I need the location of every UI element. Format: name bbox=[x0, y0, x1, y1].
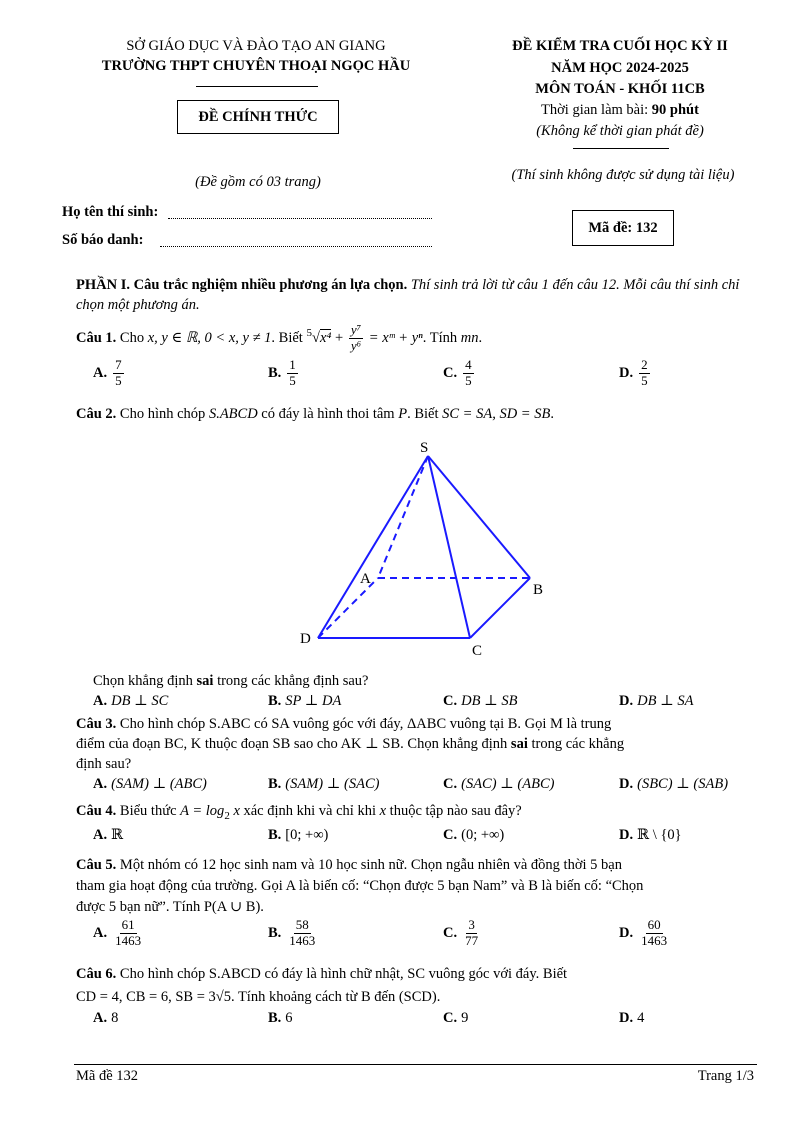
q1-radicand: x⁴ bbox=[319, 329, 332, 346]
q1-option-d-num: 2 bbox=[641, 357, 648, 372]
label-b: B bbox=[533, 582, 544, 598]
q4-expr-sub: 2 bbox=[224, 809, 230, 822]
q1-option-b-label: B. bbox=[268, 364, 282, 381]
label-s: S bbox=[420, 440, 429, 456]
q1-option-d-label: D. bbox=[619, 364, 634, 381]
q6-text-1: Cho hình chóp S.ABCD có đáy là hình chữ nhật, SC vuông góc với đáy. Biết bbox=[116, 966, 568, 982]
q4-text-3: thuộc tập nào sau đây? bbox=[386, 803, 522, 819]
school-name: TRƯỜNG THPT CHUYÊN THOẠI NGỌC HẦU bbox=[101, 58, 411, 74]
q5-option-d[interactable] bbox=[619, 918, 671, 949]
q6-label: Câu 6. bbox=[76, 966, 117, 982]
q5-option-c[interactable] bbox=[443, 918, 482, 949]
student-id-field[interactable] bbox=[160, 246, 432, 247]
footer-rule bbox=[74, 1064, 757, 1065]
time-note: (Không kể thời gian phát đề) bbox=[536, 123, 704, 139]
q1-option-d[interactable] bbox=[619, 358, 652, 389]
q6-line-2: CD = 4, CB = 6, SB = 3√5. Tính khoảng cách từ B đến (SCD). bbox=[76, 989, 441, 1005]
q5-line-3: được 5 bạn nữ”. Tính P(A ∪ B). bbox=[76, 899, 264, 915]
q4-option-b-text: [0; +∞) bbox=[285, 827, 329, 843]
q1-label: Câu 1. bbox=[76, 329, 117, 346]
exam-code-box: Mã đề: 132 bbox=[572, 210, 674, 246]
q6-line-1 bbox=[76, 963, 756, 986]
q1-text-1: Cho bbox=[116, 329, 148, 346]
q3-option-a[interactable] bbox=[93, 776, 207, 793]
q3-option-b-text: (SAM) ⊥ (SAC) bbox=[285, 776, 380, 792]
student-name-label: Họ tên thí sinh: bbox=[62, 204, 159, 220]
q4-option-d[interactable] bbox=[619, 827, 682, 844]
subject-grade: MÔN TOÁN - KHỐI 11CB bbox=[535, 81, 705, 97]
q5-option-b-den: 1463 bbox=[289, 932, 316, 948]
footer-page-number: Trang 1/3 bbox=[697, 1068, 754, 1084]
pages-note: (Đề gồm có 03 trang) bbox=[195, 174, 321, 190]
q3-option-c[interactable] bbox=[443, 776, 554, 793]
q4-option-a-label: A. bbox=[93, 827, 108, 843]
q1-option-a-label: A. bbox=[93, 364, 108, 381]
materials-note: (Thí sinh không được sử dụng tài liệu) bbox=[511, 167, 735, 183]
q1-option-a-den: 5 bbox=[115, 372, 122, 388]
q1-option-c-label: C. bbox=[443, 364, 458, 381]
q5-option-a-label: A. bbox=[93, 924, 108, 941]
q3-text-2c: trong các khẳng bbox=[527, 736, 625, 752]
q6-option-d-label: D. bbox=[619, 1010, 634, 1026]
q2-option-a-text: DB ⊥ SC bbox=[111, 693, 169, 709]
q3-line-3: định sau? bbox=[76, 756, 132, 772]
label-a: A bbox=[360, 571, 371, 587]
q5-option-b-num: 58 bbox=[295, 917, 309, 932]
q1-frac-den: y⁶ bbox=[350, 338, 362, 353]
q1-option-c-frac bbox=[463, 358, 474, 389]
q1-target: mn bbox=[460, 329, 479, 346]
edge-sa-hidden bbox=[378, 456, 428, 578]
q3-option-a-text: (SAM) ⊥ (ABC) bbox=[111, 776, 207, 792]
q1-option-a-num: 7 bbox=[115, 357, 122, 372]
q6-option-b[interactable] bbox=[268, 1010, 293, 1027]
q5-option-a-frac bbox=[113, 918, 143, 949]
q1-option-d-frac bbox=[639, 358, 650, 389]
q3-option-d-label: D. bbox=[619, 776, 634, 792]
q4-expr-pre: A = log bbox=[180, 803, 225, 819]
time-line bbox=[470, 102, 770, 119]
q4-option-c-label: C. bbox=[443, 827, 458, 843]
q2-condition: SC = SA, SD = SB bbox=[442, 406, 551, 422]
q4-option-a-text: ℝ bbox=[111, 827, 124, 843]
q2-option-c[interactable] bbox=[443, 693, 517, 710]
edge-sc bbox=[428, 456, 470, 638]
q4-option-b[interactable] bbox=[268, 827, 328, 844]
q2-option-a[interactable] bbox=[93, 693, 168, 710]
department-name: SỞ GIÁO DỤC VÀ ĐÀO TẠO AN GIANG bbox=[126, 38, 386, 54]
time-label: Thời gian làm bài: bbox=[541, 102, 652, 118]
q1-frac-num: y⁷ bbox=[350, 322, 362, 338]
part1-title: PHẦN I. Câu trắc nghiệm nhiều phương án lựa chọn. bbox=[76, 277, 408, 293]
q5-line-2: tham gia hoạt động của trường. Gọi A là biến cố: “Chọn được 5 bạn Nam” và B là biến cố: “Chọn bbox=[76, 878, 644, 894]
edge-cb bbox=[470, 578, 530, 638]
q2-prompt-bold: sai bbox=[196, 673, 214, 689]
q1-equation: = xᵐ + yⁿ bbox=[365, 329, 423, 346]
student-name-field[interactable] bbox=[168, 218, 432, 219]
q6-option-c-label: C. bbox=[443, 1010, 458, 1026]
q3-text-2b: sai bbox=[510, 736, 528, 752]
q2-center: P bbox=[398, 406, 408, 422]
q5-option-d-num: 60 bbox=[647, 917, 661, 932]
q2-option-b[interactable] bbox=[268, 693, 341, 710]
q1-option-b[interactable] bbox=[268, 358, 300, 389]
q2-option-a-label: A. bbox=[93, 693, 108, 709]
q1-option-c-den: 5 bbox=[465, 372, 472, 388]
q3-option-c-label: C. bbox=[443, 776, 458, 792]
q3-option-d[interactable] bbox=[619, 776, 728, 793]
q2-text-2: có đáy là hình thoi tâm bbox=[257, 406, 399, 422]
q1-fraction bbox=[349, 323, 363, 354]
q2-text-4: . bbox=[550, 406, 554, 422]
q5-label: Câu 5. bbox=[76, 857, 117, 873]
q3-option-b[interactable] bbox=[268, 776, 379, 793]
question-5 bbox=[76, 855, 756, 918]
q4-option-d-label: D. bbox=[619, 827, 634, 843]
q2-option-d[interactable] bbox=[619, 693, 693, 710]
radical-sign-icon: √ bbox=[311, 329, 320, 346]
exam-title: ĐỀ KIỂM TRA CUỐI HỌC KỲ II bbox=[512, 38, 728, 54]
q3-line-2 bbox=[76, 734, 756, 754]
header-right-rule bbox=[573, 148, 669, 149]
question-2 bbox=[76, 404, 756, 424]
q3-line-1 bbox=[76, 714, 756, 734]
q6-option-a-label: A. bbox=[93, 1010, 108, 1026]
q5-option-d-den: 1463 bbox=[641, 932, 668, 948]
q1-option-a[interactable] bbox=[93, 358, 126, 389]
q5-option-d-label: D. bbox=[619, 924, 634, 941]
q6-option-d-text: 4 bbox=[637, 1010, 645, 1026]
q1-text-3: . Tính bbox=[422, 329, 461, 346]
part1-instruction: Thí sinh trả lời từ câu 1 đến câu 12. Mỗi câu thí sinh chỉ chọn một phương án. bbox=[76, 277, 740, 313]
q5-option-c-den: 77 bbox=[465, 932, 479, 948]
q2-prompt-pre: Chọn khẳng định bbox=[93, 673, 197, 689]
q5-option-d-frac bbox=[639, 918, 669, 949]
q1-root-index: 5 bbox=[306, 327, 312, 339]
q3-text-2a: điểm của đoạn BC, K thuộc đoạn SB sao cho AK ⊥ SB. Chọn khẳng định bbox=[76, 736, 511, 752]
q1-root bbox=[306, 327, 332, 346]
part1-heading bbox=[76, 275, 756, 315]
question-6 bbox=[76, 963, 756, 1009]
q2-option-d-label: D. bbox=[619, 693, 634, 709]
q3-label: Câu 3. bbox=[76, 716, 117, 732]
q2-prompt bbox=[93, 673, 368, 690]
q6-option-c-text: 9 bbox=[461, 1010, 469, 1026]
q1-option-b-num: 1 bbox=[289, 357, 296, 372]
student-id-label: Số báo danh: bbox=[62, 232, 144, 248]
q2-pyramid: S.ABCD bbox=[208, 406, 258, 422]
q3-option-a-label: A. bbox=[93, 776, 108, 792]
edge-sd bbox=[318, 456, 428, 638]
q5-option-b-frac bbox=[287, 918, 317, 949]
q1-option-c-num: 4 bbox=[465, 357, 472, 372]
q3-option-d-text: (SBC) ⊥ (SAB) bbox=[637, 776, 729, 792]
question-4 bbox=[76, 801, 756, 826]
q5-option-c-label: C. bbox=[443, 924, 458, 941]
q2-prompt-post: trong các khẳng định sau? bbox=[213, 673, 369, 689]
q1-option-b-frac bbox=[287, 358, 298, 389]
official-box: ĐỀ CHÍNH THỨC bbox=[177, 100, 339, 134]
q4-text-1: Biểu thức bbox=[116, 803, 181, 819]
q6-option-b-label: B. bbox=[268, 1010, 282, 1026]
footer-exam-code: Mã đề 132 bbox=[76, 1068, 139, 1084]
q4-expr-post: x bbox=[229, 803, 240, 819]
label-d: D bbox=[300, 631, 311, 647]
q2-text-1: Cho hình chóp bbox=[116, 406, 209, 422]
q1-option-d-den: 5 bbox=[641, 372, 648, 388]
q4-option-b-label: B. bbox=[268, 827, 282, 843]
question-1 bbox=[76, 318, 756, 354]
q2-option-c-label: C. bbox=[443, 693, 458, 709]
q6-option-a[interactable] bbox=[93, 1010, 118, 1027]
edge-sb bbox=[428, 456, 530, 578]
label-c: C bbox=[472, 643, 483, 659]
q5-line-1 bbox=[76, 855, 756, 876]
q1-condition: x, y ∈ ℝ, 0 < x, y ≠ 1 bbox=[147, 329, 272, 346]
school-year: NĂM HỌC 2024-2025 bbox=[551, 60, 689, 76]
q4-label: Câu 4. bbox=[76, 803, 117, 819]
q6-option-b-text: 6 bbox=[285, 1010, 293, 1026]
q1-text-4: . bbox=[478, 329, 483, 346]
q4-option-d-text: ℝ \ {0} bbox=[637, 827, 682, 843]
q3-option-c-text: (SAC) ⊥ (ABC) bbox=[461, 776, 555, 792]
q1-plus: + bbox=[331, 329, 347, 346]
q2-option-b-label: B. bbox=[268, 693, 282, 709]
q4-option-a[interactable] bbox=[93, 827, 123, 844]
q1-option-a-frac bbox=[113, 358, 124, 389]
header-left-rule bbox=[196, 86, 318, 87]
q2-option-c-text: DB ⊥ SB bbox=[461, 693, 518, 709]
question-3 bbox=[76, 714, 756, 774]
q1-option-b-den: 5 bbox=[289, 372, 296, 388]
q5-option-b-label: B. bbox=[268, 924, 282, 941]
q5-option-a[interactable] bbox=[93, 918, 145, 949]
q5-option-a-num: 61 bbox=[121, 917, 135, 932]
q3-text-1: Cho hình chóp S.ABC có SA vuông góc với đáy, ΔABC vuông tại B. Gọi M là trung bbox=[116, 716, 612, 732]
q1-text-2: . Biết bbox=[271, 329, 307, 346]
q4-option-c[interactable] bbox=[443, 827, 504, 844]
q3-option-b-label: B. bbox=[268, 776, 282, 792]
q6-option-d[interactable] bbox=[619, 1010, 644, 1027]
q5-option-a-den: 1463 bbox=[115, 932, 142, 948]
q4-option-c-text: (0; +∞) bbox=[461, 827, 505, 843]
q5-option-c-frac bbox=[463, 918, 480, 949]
q5-option-c-num: 3 bbox=[468, 917, 475, 932]
q5-option-b[interactable] bbox=[268, 918, 319, 949]
q2-option-d-text: DB ⊥ SA bbox=[637, 693, 694, 709]
q5-text-1: Một nhóm có 12 học sinh nam và 10 học sinh nữ. Chọn ngẫu nhiên và đồng thời 5 bạn bbox=[116, 857, 622, 873]
time-value: 90 phút bbox=[651, 102, 699, 118]
q6-option-c[interactable] bbox=[443, 1010, 468, 1027]
q2-label: Câu 2. bbox=[76, 406, 117, 422]
pyramid-figure bbox=[290, 432, 560, 664]
q1-option-c[interactable] bbox=[443, 358, 476, 389]
q2-option-b-text: SP ⊥ DA bbox=[285, 693, 342, 709]
q2-text-3: . Biết bbox=[407, 406, 443, 422]
q4-text-2: xác định khi và chỉ khi bbox=[239, 803, 380, 819]
q6-option-a-text: 8 bbox=[111, 1010, 119, 1026]
q4-var: x bbox=[379, 803, 387, 819]
